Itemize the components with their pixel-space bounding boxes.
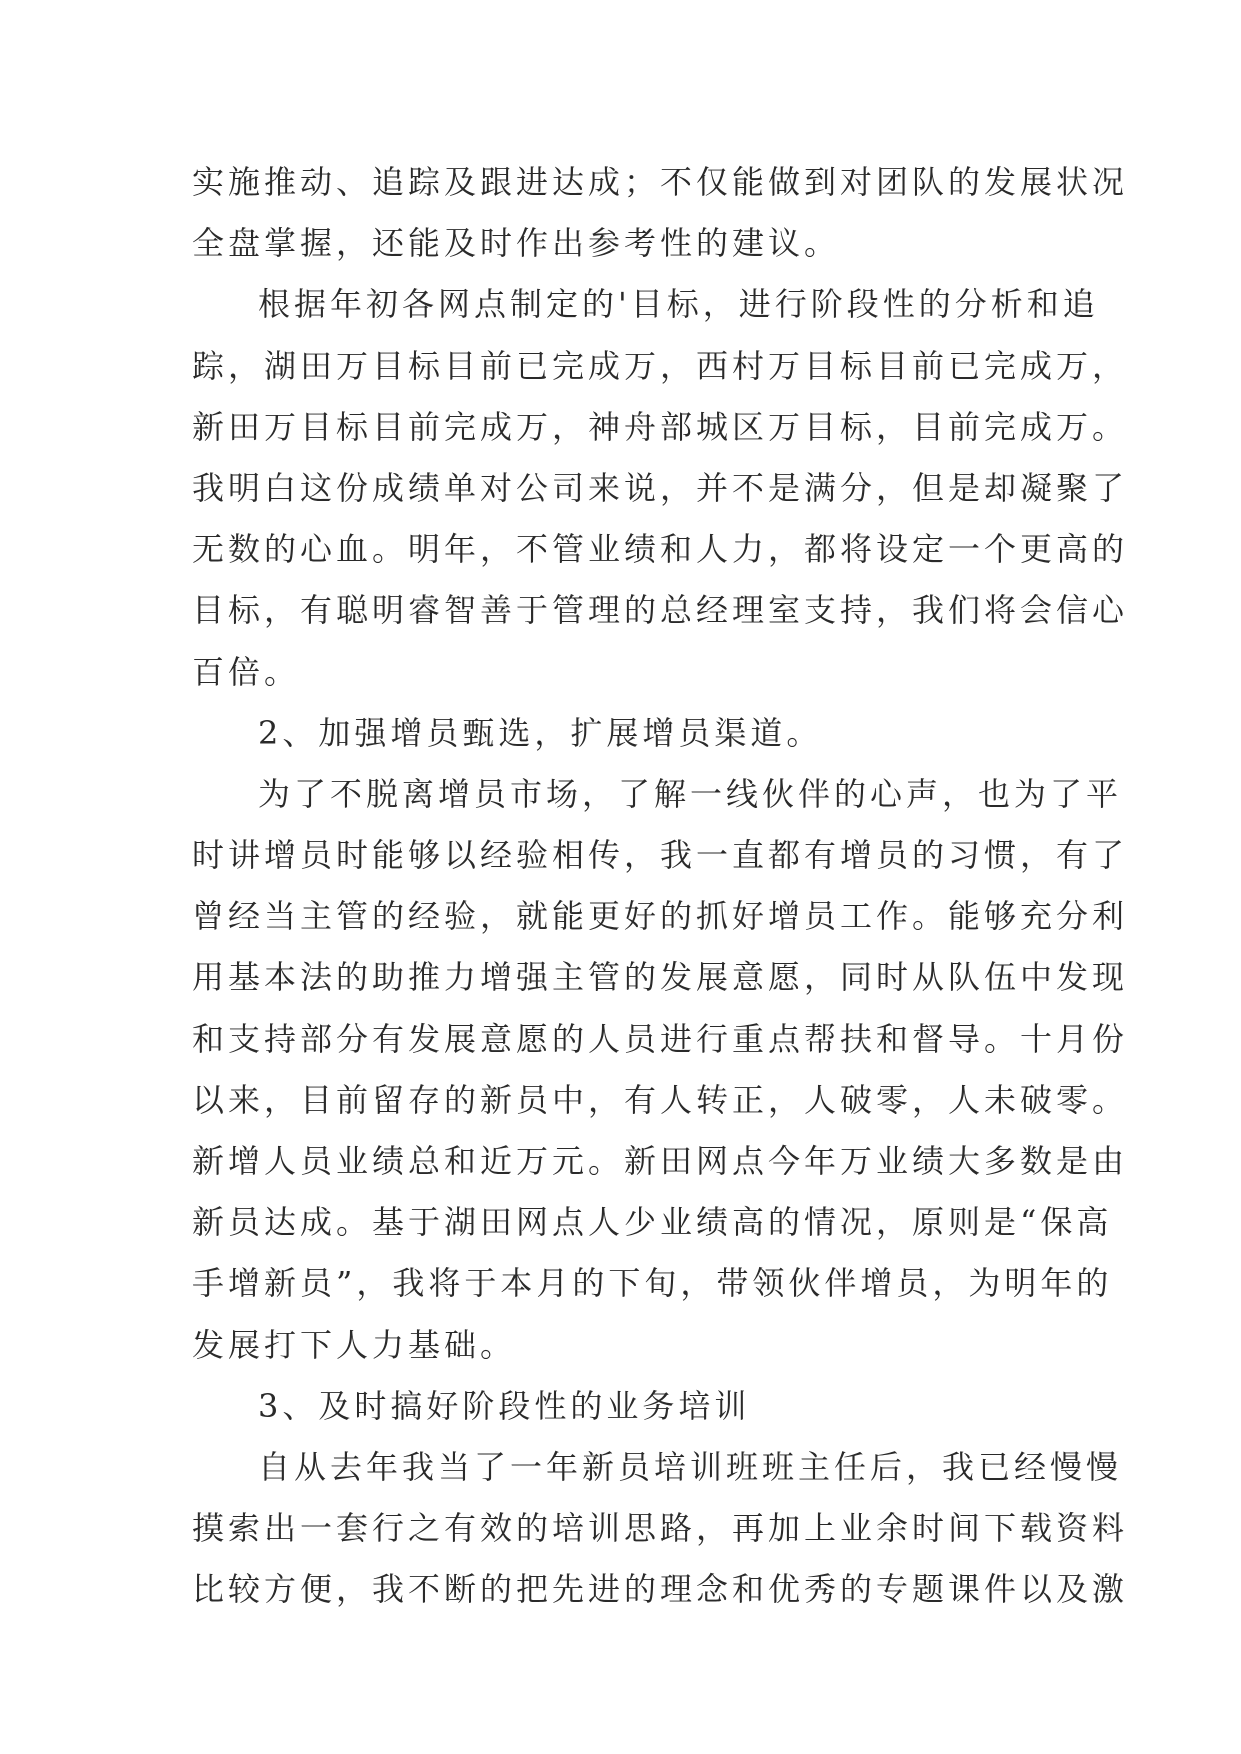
body-text — [192, 152, 1129, 1621]
text-line: 用基本法的助推力增强主管的发展意愿，同时从队伍中发现 — [192, 958, 1129, 997]
text-line: 为了不脱离增员市场，了解一线伙伴的心声，也为了平 — [258, 774, 1123, 813]
text-line: 实施推动、追踪及跟进达成；不仅能做到对团队的发展状况 — [192, 163, 1129, 201]
text-line: 和支持部分有发展意愿的人员进行重点帮扶和督导。十月份 — [192, 1019, 1129, 1058]
text-line: 新田万目标目前完成万，神舟部城区万目标，目前完成万。 — [192, 407, 1129, 446]
text-line: 无数的心血。明年，不管业绩和人力，都将设定一个更高的 — [192, 530, 1129, 569]
text-line: 曾经当主管的经验，就能更好的抓好增员工作。能够充分利 — [192, 897, 1129, 936]
text-line: 2、加强增员甄选，扩展增员渠道。 — [258, 713, 823, 752]
text-line: 新员达成。基于湖田网点人少业绩高的情况，原则是“保高 — [192, 1203, 1113, 1242]
text-line: 全盘掌握，还能及时作出参考性的建议。 — [192, 224, 841, 263]
text-line: 我明白这份成绩单对公司来说，并不是满分，但是却凝聚了 — [192, 468, 1129, 507]
text-line: 以来，目前留存的新员中，有人转正，人破零，人未破零。 — [192, 1080, 1129, 1119]
text-line: 摸索出一套行之有效的培训思路，再加上业余时间下载资料 — [192, 1509, 1129, 1548]
text-line: 根据年初各网点制定的'目标，进行阶段性的分析和追 — [258, 285, 1099, 324]
text-line: 百倍。 — [192, 652, 301, 691]
text-line: 新增人员业绩总和近万元。新田网点今年万业绩大多数是由 — [192, 1142, 1129, 1180]
text-line: 踪，湖田万目标目前已完成万，西村万目标目前已完成万， — [192, 346, 1129, 385]
text-line: 3、及时搞好阶段性的业务培训 — [258, 1386, 751, 1425]
text-line: 目标，有聪明睿智善于管理的总经理室支持，我们将会信心 — [192, 591, 1129, 630]
text-line: 手增新员”，我将于本月的下旬，带领伙伴增员，为明年的 — [192, 1264, 1113, 1303]
text-line: 发展打下人力基础。 — [192, 1325, 517, 1364]
text-line: 时讲增员时能够以经验相传，我一直都有增员的习惯，有了 — [192, 836, 1129, 875]
text-line: 自从去年我当了一年新员培训班班主任后，我已经慢慢 — [258, 1447, 1123, 1486]
text-line: 比较方便，我不断的把先进的理念和优秀的专题课件以及激 — [192, 1570, 1129, 1609]
